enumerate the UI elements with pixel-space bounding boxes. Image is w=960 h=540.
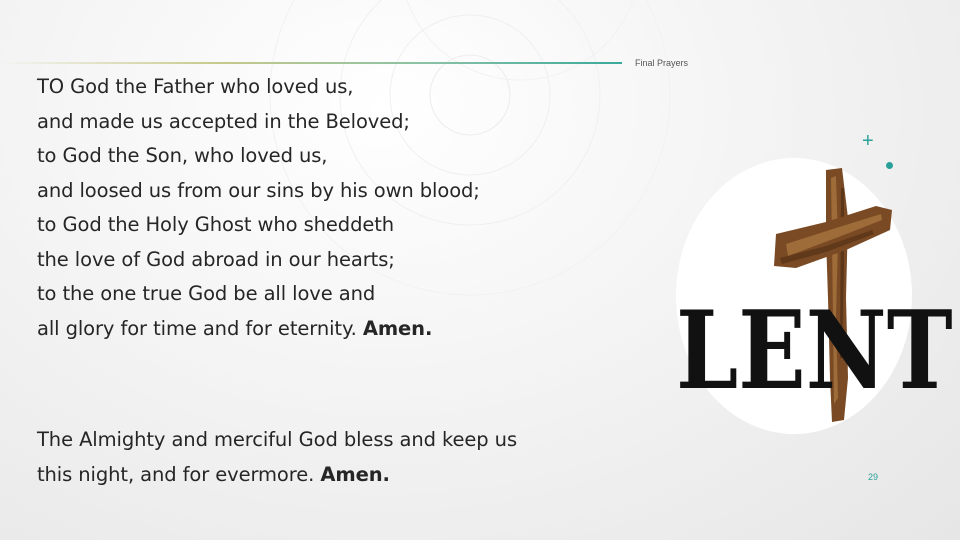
prayer-line: to the one true God be all love and: [37, 282, 376, 305]
lent-cross-image: [676, 158, 953, 434]
prayer-line-text: all glory for time and for eternity.: [37, 316, 357, 340]
prayer-line: the love of God abroad in our hearts;: [37, 247, 395, 271]
prayer-line: and loosed us from our sins by his own blood;: [37, 178, 480, 202]
prayer-line: to God the Holy Ghost who sheddeth: [37, 213, 395, 236]
lent-lettering: LENT: [676, 287, 953, 415]
page-number: 29: [868, 472, 879, 482]
prayer-paragraph-2: [37, 423, 517, 492]
header-divider: [0, 62, 622, 64]
prayer-line-text: this night, and for evermore.: [37, 462, 315, 486]
amen-text: Amen.: [362, 316, 433, 340]
prayer-paragraph-1: [37, 70, 480, 346]
amen-text: Amen.: [320, 462, 390, 486]
section-title: Final Prayers: [635, 58, 689, 68]
prayer-line: TO God the Father who loved us,: [37, 75, 354, 98]
cross-icon: [676, 158, 953, 434]
prayer-line-last: [37, 458, 517, 493]
prayer-line-last: [37, 312, 480, 347]
plus-decoration: +: [862, 130, 874, 152]
prayer-line: The Almighty and merciful God bless and keep us: [37, 428, 518, 451]
prayer-line: and made us accepted in the Beloved;: [37, 109, 410, 133]
prayer-line: to God the Son, who loved us,: [37, 144, 328, 167]
